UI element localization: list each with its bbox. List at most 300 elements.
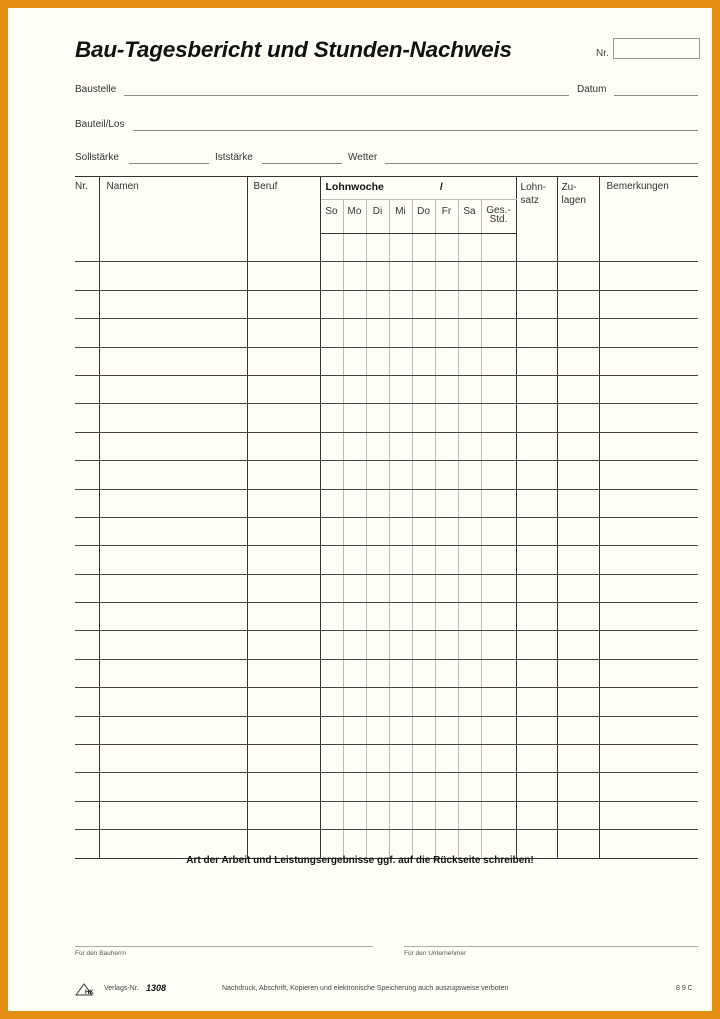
table-cell[interactable] (75, 546, 99, 574)
table-cell[interactable] (516, 659, 557, 687)
table-cell[interactable] (320, 290, 343, 318)
table-cell[interactable] (557, 489, 599, 517)
table-cell[interactable] (458, 688, 481, 716)
table-cell[interactable] (481, 546, 516, 574)
table-cell[interactable] (343, 659, 366, 687)
table-cell[interactable] (389, 375, 412, 403)
table-cell[interactable] (320, 830, 343, 858)
table-cell[interactable] (481, 773, 516, 801)
table-cell[interactable] (481, 432, 516, 460)
table-cell[interactable] (412, 745, 435, 773)
table-cell[interactable] (320, 262, 343, 290)
table-cell[interactable] (435, 319, 458, 347)
table-cell[interactable] (458, 375, 481, 403)
table-cell[interactable] (75, 801, 99, 829)
table-cell[interactable] (557, 745, 599, 773)
table-cell[interactable] (343, 603, 366, 631)
table-cell[interactable] (247, 830, 320, 858)
table-cell[interactable] (366, 716, 389, 744)
table-cell[interactable] (481, 603, 516, 631)
table-cell[interactable] (247, 801, 320, 829)
table-cell[interactable] (247, 773, 320, 801)
table-cell[interactable] (412, 234, 435, 262)
table-cell[interactable] (99, 319, 247, 347)
table-cell[interactable] (99, 404, 247, 432)
table-cell[interactable] (412, 375, 435, 403)
table-cell[interactable] (320, 574, 343, 602)
table-cell[interactable] (366, 319, 389, 347)
table-cell[interactable] (458, 489, 481, 517)
table-cell[interactable] (481, 517, 516, 545)
table-cell[interactable] (557, 234, 599, 262)
table-cell[interactable] (412, 688, 435, 716)
table-cell[interactable] (75, 290, 99, 318)
table-cell[interactable] (458, 716, 481, 744)
table-cell[interactable] (516, 461, 557, 489)
table-cell[interactable] (557, 659, 599, 687)
table-cell[interactable] (412, 546, 435, 574)
table-cell[interactable] (599, 546, 698, 574)
table-cell[interactable] (389, 432, 412, 460)
table-cell[interactable] (481, 234, 516, 262)
table-cell[interactable] (99, 517, 247, 545)
table-cell[interactable] (435, 375, 458, 403)
table-cell[interactable] (247, 574, 320, 602)
table-cell[interactable] (343, 574, 366, 602)
table-cell[interactable] (557, 574, 599, 602)
table-cell[interactable] (599, 234, 698, 262)
table-cell[interactable] (412, 262, 435, 290)
table-cell[interactable] (320, 773, 343, 801)
table-cell[interactable] (99, 801, 247, 829)
table-cell[interactable] (458, 262, 481, 290)
table-cell[interactable] (516, 546, 557, 574)
table-cell[interactable] (516, 603, 557, 631)
table-cell[interactable] (366, 773, 389, 801)
table-cell[interactable] (343, 319, 366, 347)
table-cell[interactable] (557, 603, 599, 631)
table-cell[interactable] (599, 716, 698, 744)
table-cell[interactable] (412, 319, 435, 347)
table-cell[interactable] (481, 801, 516, 829)
table-cell[interactable] (516, 375, 557, 403)
table-cell[interactable] (366, 234, 389, 262)
table-cell[interactable] (516, 404, 557, 432)
table-cell[interactable] (516, 347, 557, 375)
table-cell[interactable] (75, 631, 99, 659)
table-cell[interactable] (389, 234, 412, 262)
table-cell[interactable] (366, 432, 389, 460)
table-cell[interactable] (599, 603, 698, 631)
table-cell[interactable] (343, 461, 366, 489)
table-cell[interactable] (481, 461, 516, 489)
table-cell[interactable] (389, 603, 412, 631)
table-cell[interactable] (516, 262, 557, 290)
table-cell[interactable] (412, 716, 435, 744)
table-cell[interactable] (389, 688, 412, 716)
table-cell[interactable] (557, 517, 599, 545)
table-cell[interactable] (320, 603, 343, 631)
table-cell[interactable] (343, 688, 366, 716)
table-cell[interactable] (389, 801, 412, 829)
table-cell[interactable] (75, 234, 99, 262)
table-cell[interactable] (343, 489, 366, 517)
table-cell[interactable] (435, 404, 458, 432)
table-cell[interactable] (247, 347, 320, 375)
table-cell[interactable] (557, 290, 599, 318)
table-cell[interactable] (481, 574, 516, 602)
table-cell[interactable] (247, 716, 320, 744)
table-cell[interactable] (599, 290, 698, 318)
table-cell[interactable] (458, 603, 481, 631)
table-cell[interactable] (75, 688, 99, 716)
table-cell[interactable] (320, 631, 343, 659)
table-cell[interactable] (320, 375, 343, 403)
table-cell[interactable] (516, 688, 557, 716)
table-cell[interactable] (320, 745, 343, 773)
table-cell[interactable] (458, 631, 481, 659)
table-cell[interactable] (320, 716, 343, 744)
table-cell[interactable] (435, 517, 458, 545)
table-cell[interactable] (412, 404, 435, 432)
table-cell[interactable] (320, 546, 343, 574)
table-cell[interactable] (516, 745, 557, 773)
table-cell[interactable] (343, 375, 366, 403)
table-cell[interactable] (99, 262, 247, 290)
table-cell[interactable] (557, 375, 599, 403)
table-cell[interactable] (481, 319, 516, 347)
table-cell[interactable] (366, 745, 389, 773)
table-cell[interactable] (99, 716, 247, 744)
table-cell[interactable] (320, 801, 343, 829)
table-cell[interactable] (389, 489, 412, 517)
table-cell[interactable] (458, 432, 481, 460)
table-cell[interactable] (389, 830, 412, 858)
table-cell[interactable] (557, 688, 599, 716)
table-cell[interactable] (247, 290, 320, 318)
table-cell[interactable] (343, 262, 366, 290)
table-cell[interactable] (435, 574, 458, 602)
table-cell[interactable] (458, 574, 481, 602)
table-cell[interactable] (75, 745, 99, 773)
table-cell[interactable] (435, 716, 458, 744)
table-cell[interactable] (389, 347, 412, 375)
table-cell[interactable] (412, 773, 435, 801)
table-cell[interactable] (435, 432, 458, 460)
table-cell[interactable] (412, 290, 435, 318)
table-cell[interactable] (366, 659, 389, 687)
table-cell[interactable] (343, 716, 366, 744)
table-cell[interactable] (412, 830, 435, 858)
table-cell[interactable] (343, 290, 366, 318)
table-cell[interactable] (366, 461, 389, 489)
table-cell[interactable] (366, 517, 389, 545)
table-cell[interactable] (389, 404, 412, 432)
table-cell[interactable] (320, 404, 343, 432)
table-cell[interactable] (557, 404, 599, 432)
bauherr-signature-line[interactable] (75, 946, 373, 947)
table-cell[interactable] (412, 489, 435, 517)
table-cell[interactable] (99, 659, 247, 687)
table-cell[interactable] (435, 546, 458, 574)
table-cell[interactable] (516, 319, 557, 347)
table-cell[interactable] (389, 262, 412, 290)
table-cell[interactable] (516, 716, 557, 744)
table-cell[interactable] (557, 461, 599, 489)
table-cell[interactable] (247, 688, 320, 716)
table-cell[interactable] (366, 631, 389, 659)
table-cell[interactable] (366, 262, 389, 290)
table-cell[interactable] (99, 745, 247, 773)
nr-field[interactable] (613, 38, 700, 59)
sollstaerke-field[interactable] (129, 163, 209, 164)
table-cell[interactable] (458, 546, 481, 574)
table-cell[interactable] (599, 347, 698, 375)
table-cell[interactable] (557, 773, 599, 801)
table-cell[interactable] (366, 546, 389, 574)
table-cell[interactable] (343, 631, 366, 659)
table-cell[interactable] (75, 319, 99, 347)
table-cell[interactable] (458, 461, 481, 489)
table-cell[interactable] (412, 517, 435, 545)
table-cell[interactable] (75, 432, 99, 460)
table-cell[interactable] (435, 489, 458, 517)
table-cell[interactable] (75, 659, 99, 687)
table-cell[interactable] (435, 830, 458, 858)
table-cell[interactable] (481, 745, 516, 773)
table-cell[interactable] (99, 375, 247, 403)
table-cell[interactable] (99, 631, 247, 659)
table-cell[interactable] (99, 290, 247, 318)
table-cell[interactable] (343, 432, 366, 460)
table-cell[interactable] (481, 489, 516, 517)
table-cell[interactable] (412, 603, 435, 631)
table-cell[interactable] (389, 546, 412, 574)
table-cell[interactable] (412, 461, 435, 489)
table-cell[interactable] (458, 830, 481, 858)
table-cell[interactable] (247, 262, 320, 290)
table-cell[interactable] (435, 773, 458, 801)
table-cell[interactable] (320, 517, 343, 545)
table-cell[interactable] (320, 688, 343, 716)
table-cell[interactable] (247, 375, 320, 403)
table-cell[interactable] (435, 603, 458, 631)
table-cell[interactable] (599, 745, 698, 773)
table-cell[interactable] (557, 319, 599, 347)
table-cell[interactable] (247, 603, 320, 631)
table-cell[interactable] (481, 404, 516, 432)
table-cell[interactable] (320, 234, 343, 262)
table-cell[interactable] (458, 234, 481, 262)
table-cell[interactable] (557, 716, 599, 744)
table-cell[interactable] (389, 773, 412, 801)
table-cell[interactable] (320, 461, 343, 489)
table-cell[interactable] (412, 801, 435, 829)
table-cell[interactable] (481, 631, 516, 659)
table-cell[interactable] (247, 659, 320, 687)
table-cell[interactable] (599, 404, 698, 432)
table-cell[interactable] (99, 830, 247, 858)
table-cell[interactable] (99, 574, 247, 602)
table-cell[interactable] (366, 688, 389, 716)
table-cell[interactable] (412, 631, 435, 659)
table-cell[interactable] (366, 830, 389, 858)
table-cell[interactable] (458, 801, 481, 829)
table-cell[interactable] (99, 489, 247, 517)
table-cell[interactable] (247, 745, 320, 773)
table-cell[interactable] (389, 517, 412, 545)
table-cell[interactable] (366, 404, 389, 432)
table-cell[interactable] (481, 688, 516, 716)
table-cell[interactable] (458, 404, 481, 432)
table-cell[interactable] (366, 375, 389, 403)
table-cell[interactable] (435, 801, 458, 829)
table-cell[interactable] (516, 773, 557, 801)
table-cell[interactable] (458, 290, 481, 318)
table-cell[interactable] (389, 716, 412, 744)
table-cell[interactable] (516, 489, 557, 517)
table-cell[interactable] (99, 347, 247, 375)
table-cell[interactable] (481, 375, 516, 403)
table-cell[interactable] (481, 262, 516, 290)
table-cell[interactable] (435, 659, 458, 687)
table-cell[interactable] (99, 432, 247, 460)
table-cell[interactable] (320, 319, 343, 347)
table-cell[interactable] (75, 262, 99, 290)
table-cell[interactable] (247, 461, 320, 489)
wetter-field[interactable] (385, 163, 698, 164)
table-cell[interactable] (412, 432, 435, 460)
table-cell[interactable] (481, 830, 516, 858)
table-cell[interactable] (435, 461, 458, 489)
table-cell[interactable] (557, 546, 599, 574)
table-cell[interactable] (320, 347, 343, 375)
table-cell[interactable] (557, 830, 599, 858)
table-cell[interactable] (389, 290, 412, 318)
table-cell[interactable] (481, 347, 516, 375)
table-cell[interactable] (458, 745, 481, 773)
table-cell[interactable] (75, 347, 99, 375)
bauteil-field[interactable] (133, 130, 698, 131)
table-cell[interactable] (458, 517, 481, 545)
table-cell[interactable] (366, 347, 389, 375)
table-cell[interactable] (75, 603, 99, 631)
table-cell[interactable] (247, 631, 320, 659)
table-cell[interactable] (75, 830, 99, 858)
table-cell[interactable] (75, 461, 99, 489)
table-cell[interactable] (599, 461, 698, 489)
table-cell[interactable] (458, 773, 481, 801)
table-cell[interactable] (343, 801, 366, 829)
table-cell[interactable] (247, 432, 320, 460)
table-cell[interactable] (366, 801, 389, 829)
table-cell[interactable] (247, 234, 320, 262)
table-cell[interactable] (435, 290, 458, 318)
table-cell[interactable] (599, 574, 698, 602)
table-cell[interactable] (458, 319, 481, 347)
table-cell[interactable] (481, 716, 516, 744)
table-cell[interactable] (599, 319, 698, 347)
table-cell[interactable] (247, 517, 320, 545)
table-cell[interactable] (599, 489, 698, 517)
table-cell[interactable] (389, 631, 412, 659)
baustelle-field[interactable] (124, 95, 569, 96)
table-cell[interactable] (435, 262, 458, 290)
table-cell[interactable] (435, 631, 458, 659)
table-cell[interactable] (99, 461, 247, 489)
table-cell[interactable] (366, 290, 389, 318)
table-cell[interactable] (366, 574, 389, 602)
table-cell[interactable] (389, 461, 412, 489)
table-cell[interactable] (366, 603, 389, 631)
table-cell[interactable] (389, 574, 412, 602)
table-cell[interactable] (343, 404, 366, 432)
table-cell[interactable] (557, 262, 599, 290)
table-cell[interactable] (481, 659, 516, 687)
table-cell[interactable] (516, 517, 557, 545)
table-cell[interactable] (516, 290, 557, 318)
table-cell[interactable] (516, 432, 557, 460)
table-cell[interactable] (412, 659, 435, 687)
table-cell[interactable] (247, 546, 320, 574)
table-cell[interactable] (599, 659, 698, 687)
table-cell[interactable] (599, 517, 698, 545)
table-cell[interactable] (481, 290, 516, 318)
table-cell[interactable] (412, 347, 435, 375)
table-cell[interactable] (75, 716, 99, 744)
table-cell[interactable] (435, 688, 458, 716)
table-cell[interactable] (320, 659, 343, 687)
table-cell[interactable] (435, 745, 458, 773)
table-cell[interactable] (599, 801, 698, 829)
table-cell[interactable] (389, 659, 412, 687)
table-cell[interactable] (366, 489, 389, 517)
iststaerke-field[interactable] (262, 163, 342, 164)
table-cell[interactable] (99, 546, 247, 574)
table-cell[interactable] (343, 745, 366, 773)
table-cell[interactable] (99, 603, 247, 631)
table-cell[interactable] (599, 631, 698, 659)
table-cell[interactable] (320, 432, 343, 460)
table-cell[interactable] (75, 773, 99, 801)
table-cell[interactable] (99, 688, 247, 716)
table-cell[interactable] (247, 319, 320, 347)
table-cell[interactable] (99, 773, 247, 801)
table-cell[interactable] (516, 801, 557, 829)
table-cell[interactable] (516, 830, 557, 858)
table-cell[interactable] (516, 631, 557, 659)
table-cell[interactable] (247, 489, 320, 517)
table-cell[interactable] (320, 489, 343, 517)
table-cell[interactable] (516, 234, 557, 262)
table-cell[interactable] (75, 517, 99, 545)
table-cell[interactable] (599, 432, 698, 460)
table-cell[interactable] (599, 773, 698, 801)
table-cell[interactable] (599, 375, 698, 403)
table-cell[interactable] (75, 489, 99, 517)
table-cell[interactable] (557, 801, 599, 829)
table-cell[interactable] (343, 830, 366, 858)
table-cell[interactable] (458, 347, 481, 375)
table-cell[interactable] (412, 574, 435, 602)
table-cell[interactable] (599, 688, 698, 716)
table-cell[interactable] (458, 659, 481, 687)
table-cell[interactable] (343, 347, 366, 375)
table-cell[interactable] (343, 517, 366, 545)
table-cell[interactable] (557, 432, 599, 460)
table-cell[interactable] (75, 574, 99, 602)
table-cell[interactable] (599, 262, 698, 290)
